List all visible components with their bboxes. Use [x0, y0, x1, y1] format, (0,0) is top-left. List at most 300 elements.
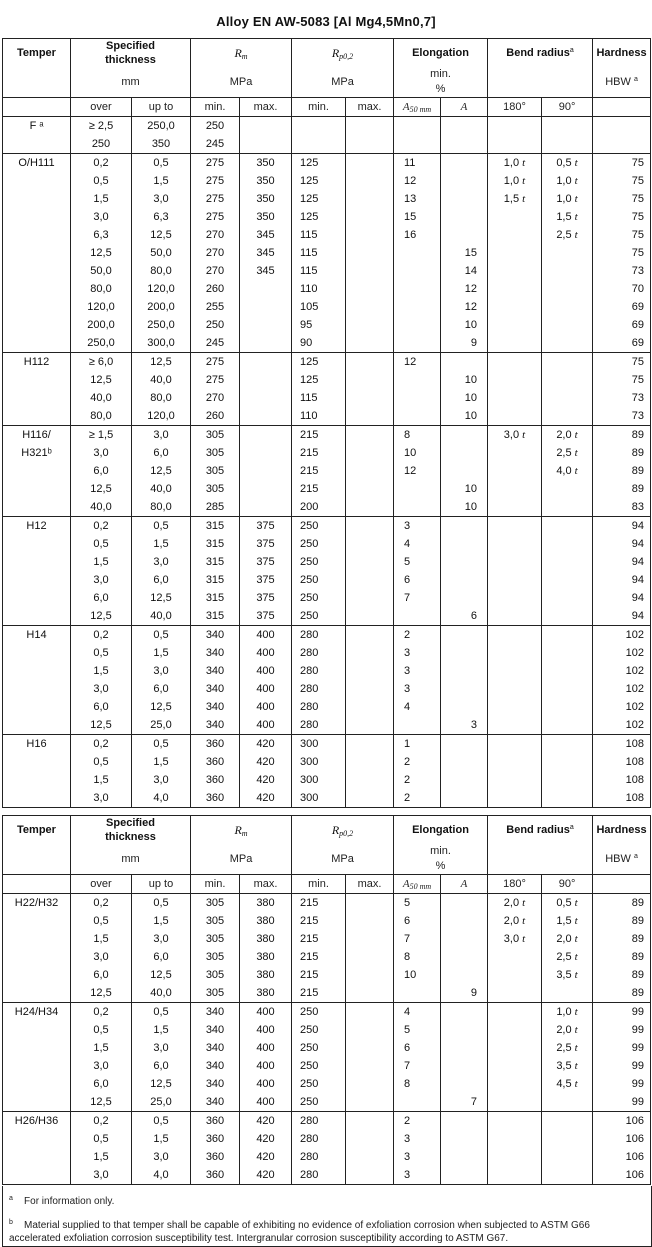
- table-row: [3, 1057, 651, 1075]
- cell-rp-max: [346, 948, 394, 966]
- table-row: [3, 389, 651, 407]
- cell-over: 3,0: [71, 1057, 132, 1075]
- cell-rm-max: 375: [240, 517, 292, 536]
- cell-rm-max: 420: [240, 753, 292, 771]
- cell-over: 0,2: [71, 735, 132, 754]
- cell-rp-min: 215: [292, 984, 346, 1003]
- cell-upto: 1,5: [132, 644, 191, 662]
- cell-temper: [3, 948, 71, 966]
- table-row: [3, 771, 651, 789]
- cell-bend-180: [488, 1112, 542, 1131]
- cell-rp-max: [346, 517, 394, 536]
- table-row: [3, 498, 651, 517]
- table-row: [3, 1075, 651, 1093]
- cell-bend-90: [542, 626, 593, 645]
- cell-temper: [3, 480, 71, 498]
- cell-bend-180: [488, 735, 542, 754]
- cell-a: [441, 426, 488, 445]
- cell-hardness: 99: [593, 1021, 651, 1039]
- cell-rp-min: 110: [292, 407, 346, 426]
- cell-rm-max: [240, 462, 292, 480]
- cell-hardness: 89: [593, 480, 651, 498]
- cell-upto: 40,0: [132, 607, 191, 626]
- cell-rp-min: 300: [292, 771, 346, 789]
- cell-rp-max: [346, 716, 394, 735]
- header-row-3: [3, 875, 651, 894]
- cell-bend-90: 2,0 t: [542, 930, 593, 948]
- cell-rm-min: 340: [191, 716, 240, 735]
- cell-upto: 4,0: [132, 789, 191, 808]
- cell-a50: [394, 298, 441, 316]
- unit-mm: mm: [71, 844, 191, 875]
- cell-upto: 0,5: [132, 894, 191, 913]
- cell-over: 0,5: [71, 1130, 132, 1148]
- cell-a50: 2: [394, 771, 441, 789]
- cell-rm-max: 375: [240, 607, 292, 626]
- cell-a50: 4: [394, 698, 441, 716]
- cell-rp-max: [346, 135, 394, 154]
- cell-hardness: 94: [593, 553, 651, 571]
- cell-rm-min: 340: [191, 680, 240, 698]
- cell-rm-min: 305: [191, 426, 240, 445]
- table-row: [3, 1093, 651, 1112]
- cell-rm-min: 360: [191, 771, 240, 789]
- header-row-1: [3, 39, 651, 68]
- cell-rm-max: 420: [240, 789, 292, 808]
- cell-temper: H24/H34: [3, 1003, 71, 1022]
- cell-rp-min: 250: [292, 571, 346, 589]
- cell-rp-max: [346, 208, 394, 226]
- cell-a50: 3: [394, 517, 441, 536]
- cell-temper: [3, 135, 71, 154]
- cell-rp-max: [346, 371, 394, 389]
- cell-temper: [3, 662, 71, 680]
- cell-rp-max: [346, 1166, 394, 1185]
- cell-upto: 3,0: [132, 1039, 191, 1057]
- cell-a: [441, 753, 488, 771]
- cell-rm-max: 375: [240, 589, 292, 607]
- cell-hardness: 102: [593, 698, 651, 716]
- cell-rm-max: 350: [240, 208, 292, 226]
- cell-bend-90: [542, 334, 593, 353]
- cell-bend-90: [542, 589, 593, 607]
- cell-a50: [394, 407, 441, 426]
- cell-rp-max: [346, 680, 394, 698]
- cell-temper: [3, 371, 71, 389]
- cell-a50: 6: [394, 912, 441, 930]
- cell-bend-180: [488, 948, 542, 966]
- cell-hardness: 75: [593, 226, 651, 244]
- cell-rp-min: 250: [292, 1075, 346, 1093]
- cell-a50: 7: [394, 930, 441, 948]
- cell-bend-90: [542, 244, 593, 262]
- cell-a: [441, 680, 488, 698]
- cell-a: [441, 966, 488, 984]
- cell-rp-max: [346, 298, 394, 316]
- cell-bend-180: [488, 334, 542, 353]
- cell-rp-min: 215: [292, 894, 346, 913]
- cell-a: 10: [441, 498, 488, 517]
- cell-rp-min: 250: [292, 553, 346, 571]
- cell-a50: 8: [394, 426, 441, 445]
- cell-bend-180: 2,0 t: [488, 912, 542, 930]
- cell-temper: [3, 172, 71, 190]
- cell-over: 1,5: [71, 1039, 132, 1057]
- unit-hbw: HBW $^a$: [593, 67, 651, 98]
- cell-rp-min: 250: [292, 1057, 346, 1075]
- col-hardness: Hardness: [593, 39, 651, 68]
- cell-bend-90: [542, 316, 593, 334]
- cell-temper: [3, 280, 71, 298]
- cell-over: 3,0: [71, 444, 132, 462]
- cell-hardness: 89: [593, 894, 651, 913]
- cell-temper: [3, 298, 71, 316]
- sub-upto: up to: [132, 875, 191, 894]
- cell-a50: 3: [394, 1166, 441, 1185]
- cell-upto: 0,5: [132, 626, 191, 645]
- cell-rp-min: 280: [292, 626, 346, 645]
- cell-hardness: 94: [593, 535, 651, 553]
- cell-upto: 1,5: [132, 1130, 191, 1148]
- cell-bend-180: [488, 444, 542, 462]
- unit-mpa: MPa: [191, 67, 292, 98]
- cell-bend-180: [488, 607, 542, 626]
- cell-hardness: 94: [593, 589, 651, 607]
- cell-a50: [394, 244, 441, 262]
- cell-rp-max: [346, 462, 394, 480]
- col-temper: Temper: [3, 816, 71, 845]
- cell-temper: [3, 334, 71, 353]
- cell-rm-min: 360: [191, 735, 240, 754]
- cell-a: [441, 662, 488, 680]
- cell-a: 10: [441, 316, 488, 334]
- sub-over: over: [71, 98, 132, 117]
- cell-rm-min: 360: [191, 1112, 240, 1131]
- cell-rm-min: 360: [191, 789, 240, 808]
- cell-rp-min: 125: [292, 371, 346, 389]
- table-row: [3, 371, 651, 389]
- cell-bend-180: [488, 1075, 542, 1093]
- cell-hardness: 106: [593, 1112, 651, 1131]
- cell-a50: 16: [394, 226, 441, 244]
- table-row: [3, 353, 651, 372]
- cell-upto: 0,5: [132, 1112, 191, 1131]
- cell-over: 0,5: [71, 644, 132, 662]
- cell-rp-min: 280: [292, 662, 346, 680]
- cell-over: 3,0: [71, 680, 132, 698]
- cell-bend-180: [488, 1130, 542, 1148]
- cell-temper: [3, 589, 71, 607]
- table-row: [3, 912, 651, 930]
- table-row: [3, 535, 651, 553]
- cell-rp-min: 115: [292, 262, 346, 280]
- table-row: [3, 426, 651, 445]
- unit-hbw: HBW $^a$: [593, 844, 651, 875]
- cell-a: [441, 1021, 488, 1039]
- footnotes: [2, 1186, 652, 1247]
- cell-upto: 40,0: [132, 480, 191, 498]
- cell-hardness: 102: [593, 662, 651, 680]
- table-row: [3, 1166, 651, 1185]
- cell-temper: [3, 1021, 71, 1039]
- cell-bend-180: 2,0 t: [488, 894, 542, 913]
- cell-a: 14: [441, 262, 488, 280]
- cell-rp-max: [346, 480, 394, 498]
- cell-rp-max: [346, 571, 394, 589]
- cell-upto: 300,0: [132, 334, 191, 353]
- cell-bend-90: 1,0 t: [542, 190, 593, 208]
- cell-rm-max: 420: [240, 1112, 292, 1131]
- cell-rm-min: 245: [191, 334, 240, 353]
- cell-hardness: 108: [593, 753, 651, 771]
- cell-bend-180: [488, 389, 542, 407]
- cell-rp-min: 250: [292, 589, 346, 607]
- col-temper: Temper: [3, 39, 71, 68]
- cell-rm-min: 250: [191, 316, 240, 334]
- cell-rp-max: [346, 117, 394, 136]
- col-elongation: Elongation: [394, 39, 488, 68]
- cell-over: 250,0: [71, 334, 132, 353]
- cell-upto: 1,5: [132, 172, 191, 190]
- cell-rp-max: [346, 912, 394, 930]
- cell-rm-max: 350: [240, 172, 292, 190]
- cell-rp-min: [292, 117, 346, 136]
- cell-temper: [3, 984, 71, 1003]
- cell-rm-min: 360: [191, 1166, 240, 1185]
- cell-bend-90: [542, 984, 593, 1003]
- sub-max: max.: [346, 98, 394, 117]
- cell-upto: 12,5: [132, 698, 191, 716]
- table-row: [3, 226, 651, 244]
- cell-rm-max: 420: [240, 1148, 292, 1166]
- table-row: [3, 984, 651, 1003]
- cell-temper: H12: [3, 517, 71, 536]
- cell-temper: [3, 1148, 71, 1166]
- cell-temper: [3, 1093, 71, 1112]
- cell-hardness: 73: [593, 389, 651, 407]
- cell-a: [441, 626, 488, 645]
- cell-rm-min: 340: [191, 1075, 240, 1093]
- sub-over: over: [71, 875, 132, 894]
- cell-hardness: 70: [593, 280, 651, 298]
- cell-upto: 12,5: [132, 589, 191, 607]
- cell-rm-min: 275: [191, 190, 240, 208]
- cell-bend-180: [488, 1148, 542, 1166]
- cell-rp-max: [346, 1130, 394, 1148]
- cell-rm-min: 245: [191, 135, 240, 154]
- table-row: [3, 517, 651, 536]
- cell-hardness: 89: [593, 426, 651, 445]
- sub-180: 180°: [488, 98, 542, 117]
- cell-rp-max: [346, 626, 394, 645]
- cell-over: 6,0: [71, 966, 132, 984]
- cell-rp-max: [346, 789, 394, 808]
- cell-a50: [394, 498, 441, 517]
- cell-over: 1,5: [71, 190, 132, 208]
- cell-a50: 12: [394, 353, 441, 372]
- table-row: [3, 716, 651, 735]
- cell-a: [441, 644, 488, 662]
- cell-bend-90: [542, 371, 593, 389]
- cell-rm-max: 380: [240, 894, 292, 913]
- table-row: [3, 135, 651, 154]
- cell-rm-max: [240, 334, 292, 353]
- cell-temper: [3, 930, 71, 948]
- cell-over: 3,0: [71, 1166, 132, 1185]
- cell-over: 3,0: [71, 789, 132, 808]
- cell-rm-max: 420: [240, 771, 292, 789]
- cell-bend-90: [542, 117, 593, 136]
- cell-over: 0,5: [71, 912, 132, 930]
- table-row: [3, 1112, 651, 1131]
- cell-rp-min: 280: [292, 698, 346, 716]
- cell-temper: [3, 244, 71, 262]
- cell-a50: 1: [394, 735, 441, 754]
- cell-a: [441, 948, 488, 966]
- cell-rm-max: [240, 480, 292, 498]
- cell-upto: 350: [132, 135, 191, 154]
- cell-a: [441, 1130, 488, 1148]
- cell-a: [441, 135, 488, 154]
- cell-over: 50,0: [71, 262, 132, 280]
- cell-rm-min: 305: [191, 966, 240, 984]
- cell-rm-max: 350: [240, 154, 292, 173]
- cell-bend-90: 4,5 t: [542, 1075, 593, 1093]
- cell-rp-min: 125: [292, 190, 346, 208]
- table-row: [3, 298, 651, 316]
- cell-temper: [3, 226, 71, 244]
- cell-bend-180: 3,0 t: [488, 426, 542, 445]
- cell-hardness: 69: [593, 316, 651, 334]
- sub-upto: up to: [132, 98, 191, 117]
- properties-table-2: [2, 815, 651, 1185]
- cell-rp-max: [346, 426, 394, 445]
- cell-hardness: 102: [593, 626, 651, 645]
- cell-a50: 10: [394, 966, 441, 984]
- cell-bend-180: [488, 462, 542, 480]
- cell-bend-180: [488, 966, 542, 984]
- cell-rm-min: 270: [191, 262, 240, 280]
- cell-over: 3,0: [71, 571, 132, 589]
- cell-rm-min: 340: [191, 644, 240, 662]
- cell-rp-max: [346, 389, 394, 407]
- cell-bend-90: [542, 789, 593, 808]
- cell-rm-max: [240, 389, 292, 407]
- cell-upto: 3,0: [132, 426, 191, 445]
- cell-upto: 250,0: [132, 117, 191, 136]
- cell-over: 0,2: [71, 626, 132, 645]
- cell-a50: [394, 280, 441, 298]
- cell-rp-max: [346, 190, 394, 208]
- cell-temper: [3, 966, 71, 984]
- cell-temper: [3, 771, 71, 789]
- cell-a50: 6: [394, 571, 441, 589]
- sub-min: min.: [191, 98, 240, 117]
- cell-bend-180: [488, 316, 542, 334]
- cell-bend-180: [488, 262, 542, 280]
- cell-a50: [394, 334, 441, 353]
- cell-rm-min: 250: [191, 117, 240, 136]
- cell-hardness: 106: [593, 1148, 651, 1166]
- cell-over: 0,2: [71, 1003, 132, 1022]
- cell-rp-max: [346, 607, 394, 626]
- cell-bend-180: 1,5 t: [488, 190, 542, 208]
- cell-hardness: 99: [593, 1093, 651, 1112]
- cell-rp-max: [346, 930, 394, 948]
- cell-rm-max: 375: [240, 571, 292, 589]
- table-row: [3, 894, 651, 913]
- cell-a: [441, 735, 488, 754]
- cell-hardness: 108: [593, 789, 651, 808]
- cell-bend-90: 2,5 t: [542, 1039, 593, 1057]
- cell-over: 6,0: [71, 698, 132, 716]
- cell-rp-min: 105: [292, 298, 346, 316]
- cell-upto: 25,0: [132, 1093, 191, 1112]
- table-row: [3, 154, 651, 173]
- cell-rm-max: [240, 426, 292, 445]
- cell-bend-180: [488, 208, 542, 226]
- cell-rm-max: 350: [240, 190, 292, 208]
- cell-bend-90: [542, 753, 593, 771]
- cell-over: 0,2: [71, 894, 132, 913]
- cell-upto: 1,5: [132, 535, 191, 553]
- cell-rp-min: 115: [292, 226, 346, 244]
- cell-over: 0,5: [71, 1021, 132, 1039]
- cell-rp-min: 300: [292, 735, 346, 754]
- cell-temper: [3, 535, 71, 553]
- cell-over: 1,5: [71, 553, 132, 571]
- cell-rm-max: 380: [240, 930, 292, 948]
- table-row: [3, 407, 651, 426]
- cell-over: 12,5: [71, 716, 132, 735]
- cell-upto: 40,0: [132, 371, 191, 389]
- cell-hardness: [593, 117, 651, 136]
- cell-a: [441, 117, 488, 136]
- cell-rm-min: 275: [191, 208, 240, 226]
- cell-rm-min: 285: [191, 498, 240, 517]
- cell-hardness: 89: [593, 912, 651, 930]
- cell-rp-min: 125: [292, 208, 346, 226]
- cell-rp-min: 200: [292, 498, 346, 517]
- header-row-3: [3, 98, 651, 117]
- cell-rm-min: 260: [191, 407, 240, 426]
- cell-bend-180: [488, 498, 542, 517]
- header-row-2: [3, 67, 651, 98]
- cell-temper: [3, 753, 71, 771]
- cell-bend-90: 1,5 t: [542, 208, 593, 226]
- sub-max: max.: [240, 98, 292, 117]
- cell-rm-max: 400: [240, 644, 292, 662]
- cell-a: 12: [441, 298, 488, 316]
- cell-bend-180: [488, 626, 542, 645]
- cell-upto: 4,0: [132, 1166, 191, 1185]
- cell-rp-max: [346, 172, 394, 190]
- cell-rm-max: 380: [240, 948, 292, 966]
- cell-hardness: 89: [593, 966, 651, 984]
- cell-rp-max: [346, 1093, 394, 1112]
- cell-bend-90: [542, 644, 593, 662]
- cell-upto: 12,5: [132, 1075, 191, 1093]
- cell-rp-max: [346, 280, 394, 298]
- cell-upto: 120,0: [132, 280, 191, 298]
- cell-over: 200,0: [71, 316, 132, 334]
- cell-hardness: 89: [593, 462, 651, 480]
- cell-bend-180: [488, 353, 542, 372]
- col-thickness: Specified thickness: [71, 816, 191, 845]
- table-row: [3, 280, 651, 298]
- unit-mm: mm: [71, 67, 191, 98]
- cell-hardness: 89: [593, 948, 651, 966]
